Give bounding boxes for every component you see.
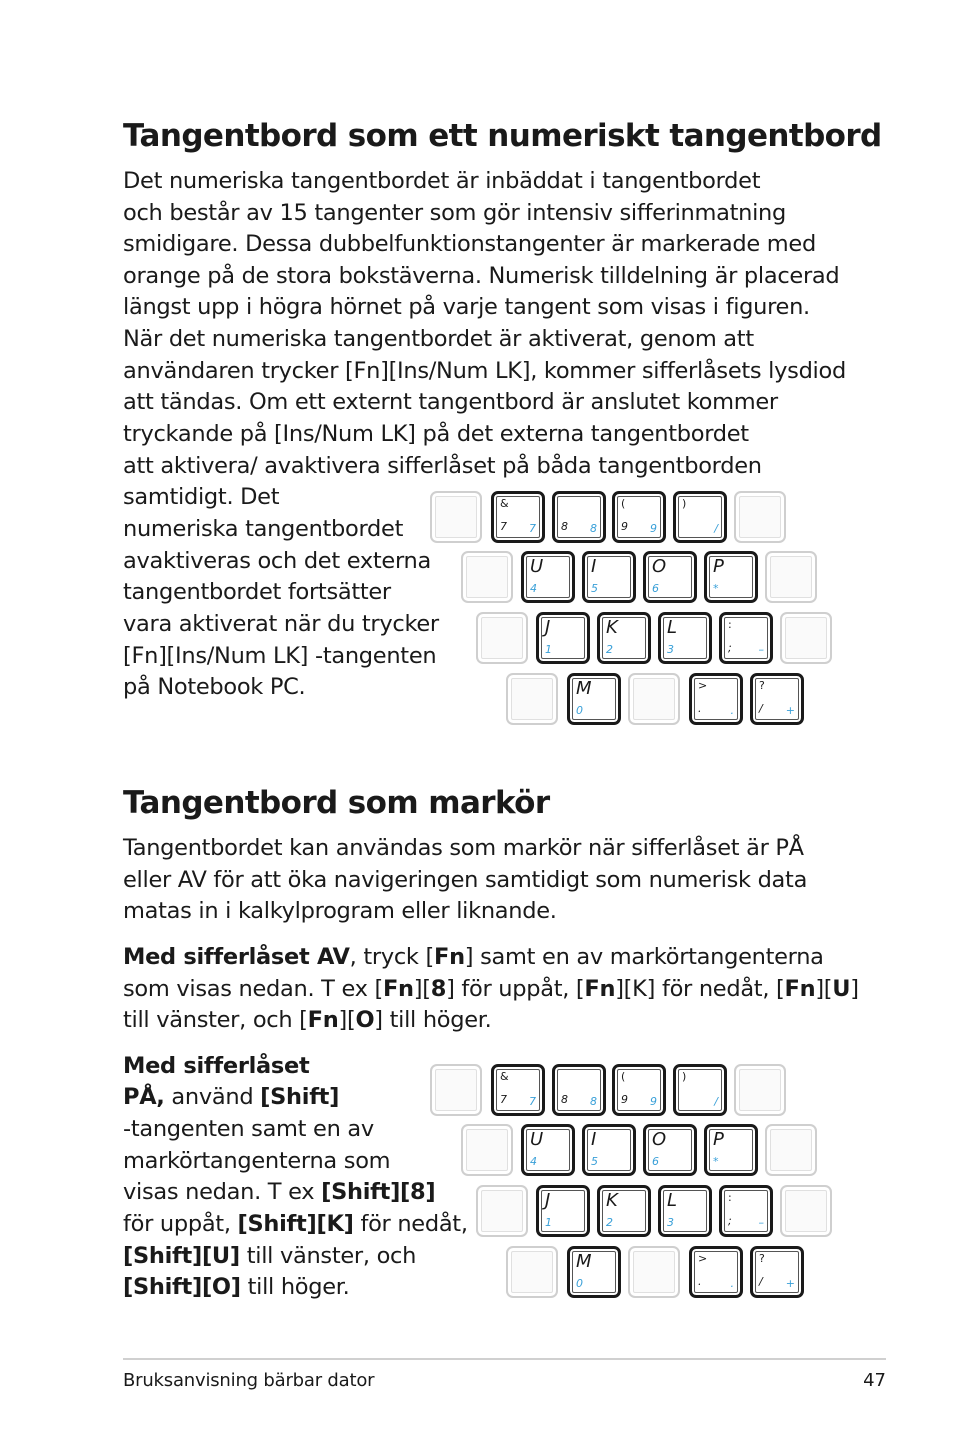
text-line: användaren trycker [Fn][Ins/Num LK], kommer sifferlåsets lysdiod [123, 358, 846, 384]
key-main-label: M [576, 1251, 592, 1272]
key-p [704, 1124, 758, 1176]
text: ] samt en av markörtangenterna [464, 944, 824, 970]
bold-text: [Shift] [260, 1084, 340, 1110]
text-line: Tangentbordet kan användas som markör när sifferlåset är PÅ [123, 835, 804, 861]
key-main-label: M [576, 678, 592, 699]
blank-key [430, 491, 482, 543]
key-main-label: 7 [500, 520, 507, 533]
key-num-label: 4 [530, 1155, 537, 1168]
key-main-label: 8 [561, 520, 568, 533]
text-line [123, 1082, 339, 1114]
text-line: matas in i kalkylprogram eller liknande. [123, 898, 557, 924]
text: , tryck [ [349, 944, 434, 970]
text: visas nedan. T ex [123, 1179, 322, 1205]
key-8 [552, 1064, 606, 1116]
key-u [521, 1124, 575, 1176]
key-main-label: K [606, 1190, 618, 1211]
bold-text: Med sifferlåset AV [123, 944, 350, 970]
key-u [521, 551, 575, 603]
key-shift-label: ) [682, 1070, 687, 1083]
blank-key [734, 491, 786, 543]
text-line: att aktivera/ avaktivera sifferlåset på båda tangentborden [123, 453, 762, 479]
key-main-label: . [698, 702, 702, 715]
blank-key [476, 612, 528, 664]
bold-text: PÅ, [123, 1084, 165, 1110]
blank-key [628, 1246, 680, 1298]
key-num-label: 6 [652, 1155, 659, 1168]
text-line: eller AV för att öka navigeringen samtidigt som numerisk data [123, 867, 808, 893]
blank-key [628, 673, 680, 725]
key-o [643, 551, 697, 603]
key-main-label: L [667, 1190, 678, 1211]
blank-key [780, 1185, 832, 1237]
bold-text: [Shift][K] [237, 1211, 354, 1237]
key-num-label: 8 [590, 522, 597, 535]
key-main-label: O [652, 1129, 667, 1150]
blank-key [734, 1064, 786, 1116]
text: för nedåt, [353, 1211, 468, 1237]
key-num-label: . [730, 1277, 734, 1290]
bold-text: [Shift][U] [123, 1243, 240, 1269]
key-num-label: 3 [667, 1216, 674, 1229]
key-m [567, 1246, 621, 1298]
text-line: avaktiveras och det externa [123, 548, 431, 574]
key-semicolon [719, 612, 773, 664]
bold-text: [Shift][O] [123, 1274, 241, 1300]
key-main-label: 8 [561, 1093, 568, 1106]
key-num-label: 9 [650, 1095, 657, 1108]
key-num-label: * [713, 1155, 719, 1168]
text-line: [Fn][Ins/Num LK] -tangenten [123, 643, 437, 669]
key-shift-label: : [728, 618, 732, 631]
key-main-label: / [759, 702, 763, 715]
bold-text: Fn [584, 976, 616, 1002]
text-line: samtidigt. Det [123, 484, 280, 510]
blank-key [476, 1185, 528, 1237]
key-num-label: / [714, 1095, 718, 1108]
key-shift-label: ( [621, 1070, 626, 1083]
section-heading-numeric: Tangentbord som ett numeriskt tangentbord [123, 118, 882, 154]
key-num-label: 2 [606, 1216, 613, 1229]
bold-text: Fn [382, 976, 414, 1002]
key-main-label: J [545, 617, 551, 638]
text-line: markörtangenterna som [123, 1148, 391, 1174]
text: ] till höger. [374, 1007, 492, 1033]
text: ][ [413, 976, 431, 1002]
text: ] för uppåt, [ [446, 976, 585, 1002]
blank-key [765, 1124, 817, 1176]
text-line: tangentbordet fortsätter [123, 579, 391, 605]
text-line: orange på de stora bokstäverna. Numerisk tilldelning är placerad [123, 263, 840, 289]
text-line [123, 1241, 416, 1273]
key-num-label: 3 [667, 643, 674, 656]
key-shift-label: ( [621, 497, 626, 510]
page-number: 47 [863, 1370, 886, 1391]
key-num-label: * [713, 582, 719, 595]
key-j [536, 612, 590, 664]
bold-text: U [832, 976, 851, 1002]
key-num-label: 6 [652, 582, 659, 595]
key-num-label: / [714, 522, 718, 535]
text: till vänster, och [239, 1243, 417, 1269]
bold-text: Fn [307, 1007, 339, 1033]
key-8 [552, 491, 606, 543]
bold-text: O [355, 1007, 375, 1033]
text-line [123, 1272, 350, 1304]
blank-key [506, 1246, 558, 1298]
key-main-label: ; [728, 641, 732, 654]
key-num-label: 5 [591, 1155, 598, 1168]
text-line [123, 974, 859, 1006]
key-num-label: – [758, 1216, 764, 1229]
key-main-label: 9 [621, 520, 628, 533]
blank-key [461, 551, 513, 603]
key-9 [612, 1064, 666, 1116]
key-main-label: ; [728, 1214, 732, 1227]
key-shift-label: & [500, 497, 509, 510]
text: till vänster, och [ [123, 1007, 308, 1033]
key-main-label: J [545, 1190, 551, 1211]
key-num-label: + [785, 1277, 795, 1290]
key-0 [673, 1064, 727, 1116]
key-num-label: 8 [590, 1095, 597, 1108]
bold-text: 8 [430, 976, 447, 1002]
blank-key [430, 1064, 482, 1116]
key-main-label: P [713, 556, 724, 577]
key-main-label: 7 [500, 1093, 507, 1106]
footer-title: Bruksanvisning bärbar dator [123, 1370, 375, 1391]
text-line: Det numeriska tangentbordet är inbäddat i tangentbordet [123, 168, 761, 194]
key-i [582, 551, 636, 603]
text-line [123, 942, 824, 974]
bold-text: [Shift][8] [321, 1179, 436, 1205]
text-line: När det numeriska tangentbordet är aktiverat, genom att [123, 326, 754, 352]
key-main-label: U [530, 1129, 544, 1150]
blank-key [765, 551, 817, 603]
key-num-label: 7 [529, 522, 536, 535]
blank-key [506, 673, 558, 725]
text-line [123, 1005, 492, 1037]
key-shift-label: : [728, 1191, 732, 1204]
key-main-label: O [652, 556, 667, 577]
text: ][ [815, 976, 833, 1002]
key-main-label: I [591, 1129, 597, 1150]
key-main-label: I [591, 556, 597, 577]
key-shift-label: > [698, 679, 708, 692]
key-num-label: 4 [530, 582, 537, 595]
key-semicolon [719, 1185, 773, 1237]
text: till höger. [240, 1274, 350, 1300]
key-main-label: K [606, 617, 618, 638]
key-9 [612, 491, 666, 543]
text-line: numeriska tangentbordet [123, 516, 404, 542]
key-num-label: – [758, 643, 764, 656]
text-line [123, 1209, 468, 1241]
key-period [689, 673, 743, 725]
text: som visas nedan. T ex [ [123, 976, 383, 1002]
key-i [582, 1124, 636, 1176]
key-num-label: 0 [576, 704, 583, 717]
key-num-label: . [730, 704, 734, 717]
key-o [643, 1124, 697, 1176]
blank-key [780, 612, 832, 664]
key-j [536, 1185, 590, 1237]
key-l [658, 1185, 712, 1237]
key-k [597, 1185, 651, 1237]
key-slash [750, 1246, 804, 1298]
key-main-label: U [530, 556, 544, 577]
key-num-label: 5 [591, 582, 598, 595]
text-line: att tändas. Om ett externt tangentbord är anslutet kommer [123, 389, 778, 415]
text-line [123, 1051, 309, 1083]
key-shift-label: ) [682, 497, 687, 510]
key-main-label: / [759, 1275, 763, 1288]
key-p [704, 551, 758, 603]
key-period [689, 1246, 743, 1298]
text-line: och består av 15 tangenter som gör intensiv sifferinmatning [123, 200, 786, 226]
key-main-label: . [698, 1275, 702, 1288]
text: ][ [338, 1007, 356, 1033]
footer-divider [123, 1358, 886, 1360]
text: ] [850, 976, 859, 1002]
key-main-label: P [713, 1129, 724, 1150]
key-shift-label: ? [759, 1252, 765, 1265]
key-7 [491, 1064, 545, 1116]
key-num-label: 2 [606, 643, 613, 656]
key-num-label: + [785, 704, 795, 717]
key-main-label: L [667, 617, 678, 638]
text-line: smidigare. Dessa dubbelfunktionstangenter är markerade med [123, 231, 816, 257]
key-num-label: 0 [576, 1277, 583, 1290]
text: ][K] för nedåt, [ [615, 976, 785, 1002]
key-m [567, 673, 621, 725]
bold-text: Fn [784, 976, 816, 1002]
text: för uppåt, [123, 1211, 238, 1237]
key-l [658, 612, 712, 664]
key-shift-label: > [698, 1252, 708, 1265]
blank-key [461, 1124, 513, 1176]
text-line: -tangenten samt en av [123, 1116, 374, 1142]
key-main-label: 9 [621, 1093, 628, 1106]
key-slash [750, 673, 804, 725]
key-num-label: 7 [529, 1095, 536, 1108]
key-7 [491, 491, 545, 543]
key-num-label: 1 [545, 643, 552, 656]
key-0 [673, 491, 727, 543]
text-line: på Notebook PC. [123, 674, 306, 700]
text-line [123, 1177, 435, 1209]
key-shift-label: ? [759, 679, 765, 692]
key-shift-label: & [500, 1070, 509, 1083]
section-heading-cursor: Tangentbord som markör [123, 785, 550, 821]
key-num-label: 9 [650, 522, 657, 535]
bold-text: Med sifferlåset [123, 1053, 310, 1079]
text-line: tryckande på [Ins/Num LK] på det externa tangentbordet [123, 421, 749, 447]
text-line: längst upp i högra hörnet på varje tangent som visas i figuren. [123, 294, 810, 320]
text: använd [164, 1084, 261, 1110]
key-num-label: 1 [545, 1216, 552, 1229]
bold-text: Fn [434, 944, 465, 970]
key-k [597, 612, 651, 664]
text-line: vara aktiverat när du trycker [123, 611, 439, 637]
